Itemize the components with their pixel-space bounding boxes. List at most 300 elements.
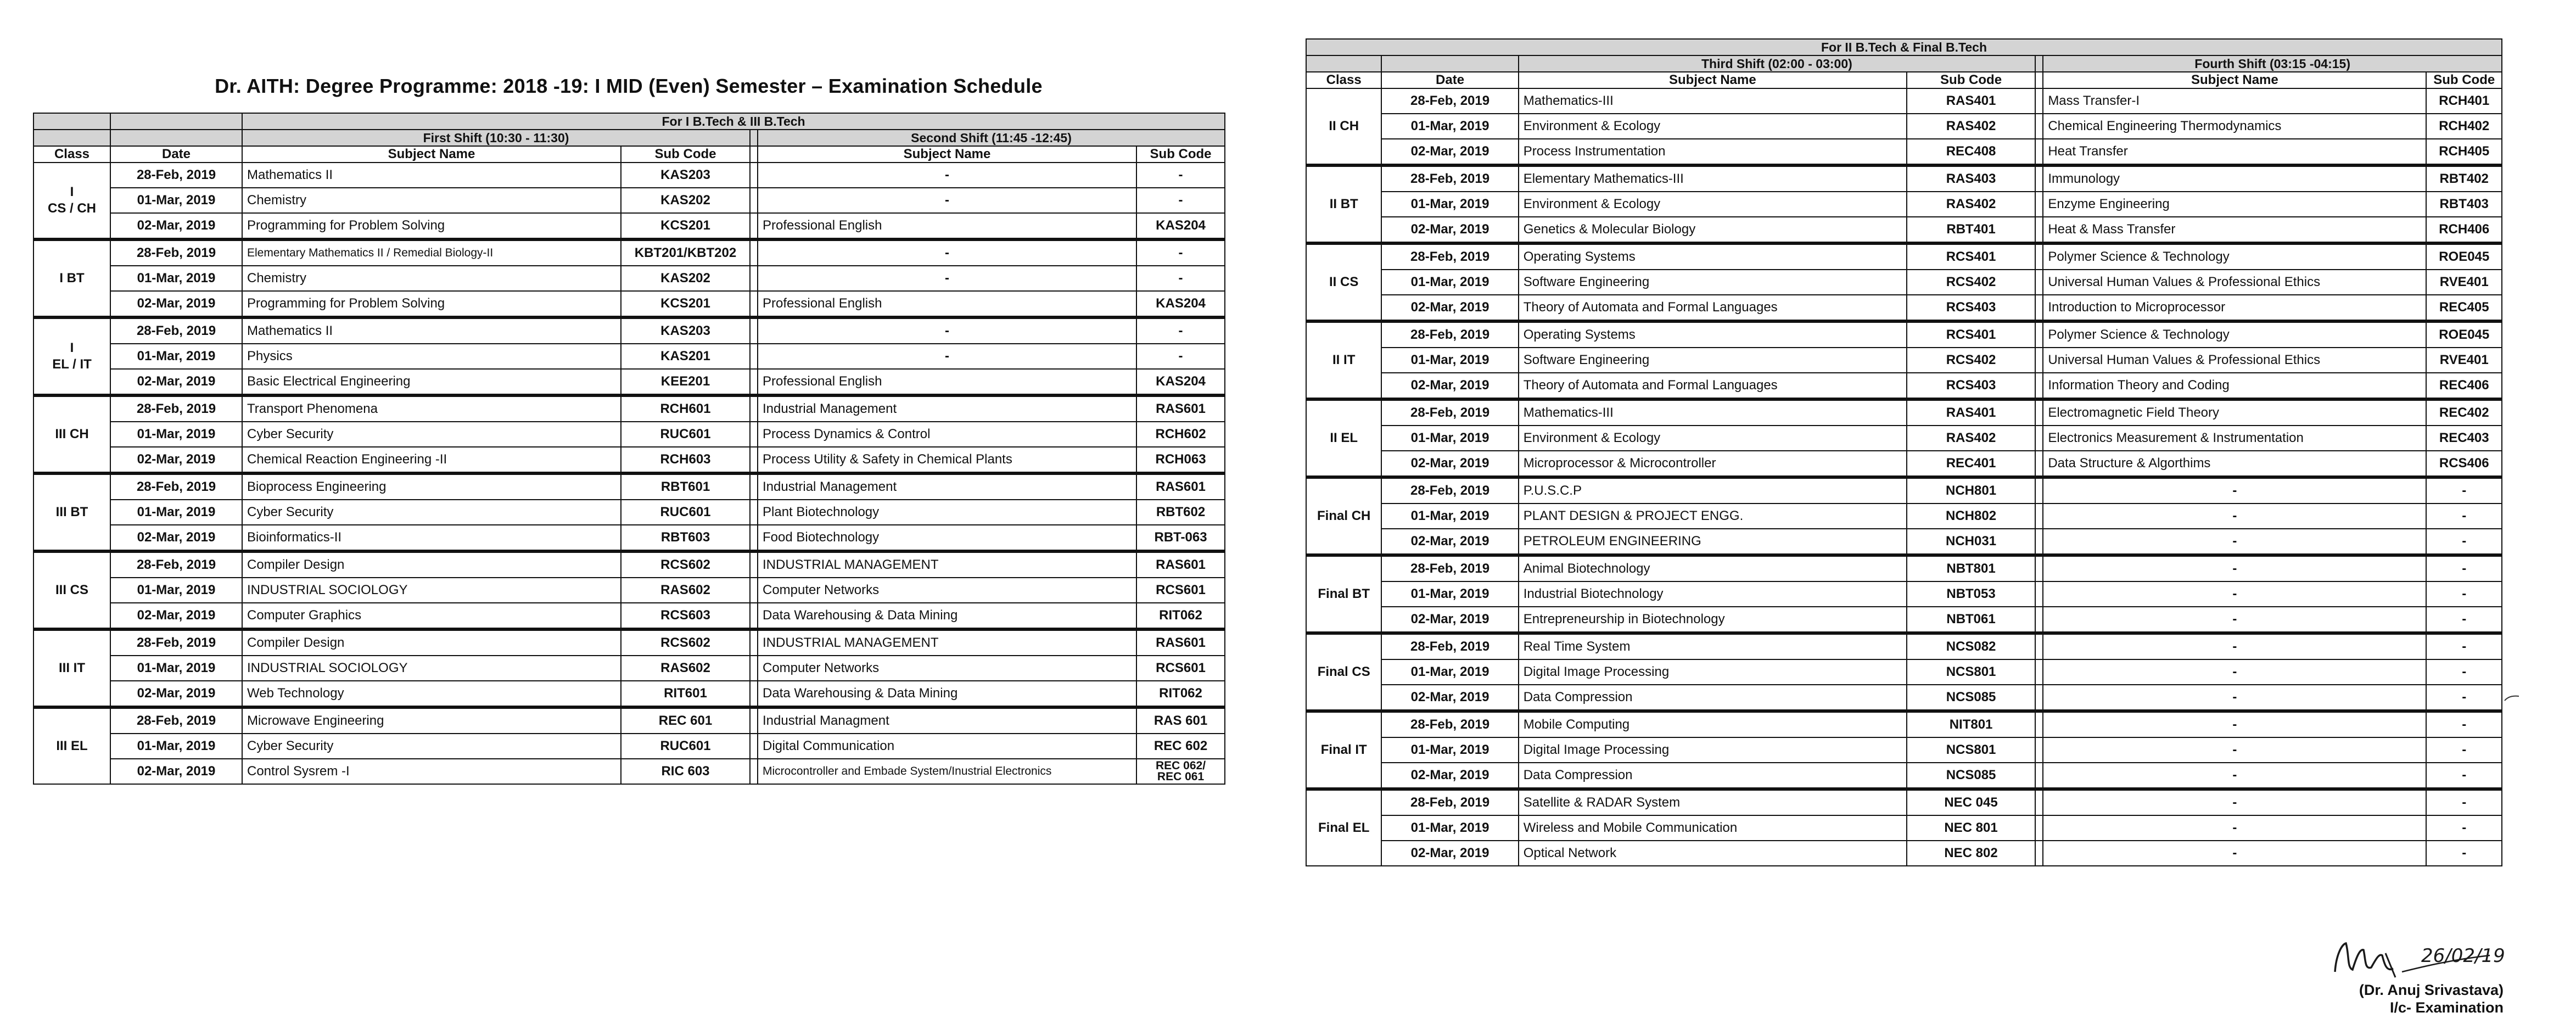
subject-cell: Data Compression [1519,685,1907,711]
date-cell: 28-Feb, 2019 [1381,165,1518,192]
subject-cell-2: Electromagnetic Field Theory [2043,399,2426,426]
table-row [1306,139,2502,165]
spacer-cell [2035,789,2043,815]
spacer-cell [750,395,758,422]
table-row [33,525,1225,551]
sub-code-cell: KAS203 [621,163,750,188]
schedule-table-right [1306,38,2502,866]
table-row [33,759,1225,784]
sub-code-cell-2: KAS204 [1136,213,1225,239]
page-title: Dr. AITH: Degree Programme: 2018 -19: I MID (Even) Semester – Examination Schedule [215,75,1043,97]
sub-code-cell: NEC 801 [1907,815,2035,841]
sub-code-cell: NCH801 [1907,477,2035,503]
shift-2-label: Second Shift (11:45 -12:45) [758,130,1225,146]
spacer-cell [2035,399,2043,426]
sub-code-cell: KCS201 [621,213,750,239]
subject-cell: Microwave Engineering [242,707,621,734]
col-subject-name-2: Subject Name [758,146,1136,163]
class-cell: III EL [33,707,110,784]
spacer-cell [2035,165,2043,192]
spacer-cell [2035,815,2043,841]
spacer-cell [2035,217,2043,243]
subject-cell: Animal Biotechnology [1519,555,1907,581]
class-cell: III BT [33,473,110,551]
sub-code-cell-2: RCS406 [2426,451,2502,477]
spacer-cell [2035,659,2043,685]
sub-code-cell: REC401 [1907,451,2035,477]
table-row [33,656,1225,681]
date-cell: 01-Mar, 2019 [1381,503,1518,529]
subject-cell-2: Computer Networks [758,656,1136,681]
sub-code-cell: RAS402 [1907,192,2035,217]
spacer-cell [2035,192,2043,217]
col-date: Date [1381,72,1518,88]
schedule-body-left [33,163,1225,784]
date-cell: 02-Mar, 2019 [1381,763,1518,789]
date-cell: 02-Mar, 2019 [110,681,242,707]
sub-code-cell-2: RCS601 [1136,578,1225,603]
sub-code-cell-2: RAS601 [1136,551,1225,578]
table-row [33,163,1225,188]
spacer-cell [2035,607,2043,633]
table-row [1306,737,2502,763]
sub-code-cell-2: RBT402 [2426,165,2502,192]
subject-cell-2: Industrial Management [758,395,1136,422]
date-cell: 01-Mar, 2019 [110,344,242,369]
spacer-cell [2035,243,2043,270]
subject-cell: Cyber Security [242,500,621,525]
table-row [1306,503,2502,529]
subject-cell: Optical Network [1519,841,1907,866]
date-cell: 28-Feb, 2019 [1381,477,1518,503]
date-cell: 02-Mar, 2019 [1381,295,1518,321]
sub-code-cell: RAS402 [1907,426,2035,451]
subject-cell: Web Technology [242,681,621,707]
subject-cell-2: - [2043,763,2426,789]
spacer-cell [750,291,758,317]
subject-cell-2: Process Dynamics & Control [758,422,1136,447]
table-row [1306,659,2502,685]
table-row [33,188,1225,213]
sub-code-cell-2: - [2426,685,2502,711]
spacer-cell [2035,139,2043,165]
sub-code-cell-2: - [1136,266,1225,291]
subject-cell: Environment & Ecology [1519,192,1907,217]
spacer-cell [2035,270,2043,295]
signatory-name: (Dr. Anuj Srivastava) [2359,982,2504,998]
sub-code-cell-2: RCH405 [2426,139,2502,165]
subject-cell: Chemistry [242,188,621,213]
schedule-third-fourth-shift [1306,38,2502,866]
schedule-first-second-shift [33,113,1224,785]
sub-code-cell-2: - [2426,763,2502,789]
subject-cell-2: Computer Networks [758,578,1136,603]
subject-cell-2: - [2043,633,2426,659]
class-cell: III IT [33,629,110,707]
date-cell: 02-Mar, 2019 [1381,685,1518,711]
table-row [33,551,1225,578]
subject-cell-2: Electronics Measurement & Instrumentation [2043,426,2426,451]
subject-cell-2: Process Utility & Safety in Chemical Plants [758,447,1136,473]
date-cell: 02-Mar, 2019 [110,369,242,395]
subject-cell-2: - [2043,711,2426,737]
sub-code-cell: KEE201 [621,369,750,395]
class-cell: Final BT [1306,555,1381,633]
sub-code-cell: RCS401 [1907,321,2035,348]
sub-code-cell-2: REC 062/ REC 061 [1136,759,1225,784]
sub-code-cell: RCS602 [621,551,750,578]
sub-code-cell: NCS801 [1907,659,2035,685]
date-cell: 01-Mar, 2019 [110,266,242,291]
sub-code-cell-2: RCH402 [2426,114,2502,139]
subject-cell: Chemical Reaction Engineering -II [242,447,621,473]
subject-cell: Basic Electrical Engineering [242,369,621,395]
subject-cell-2: - [2043,503,2426,529]
date-cell: 28-Feb, 2019 [110,629,242,656]
table-row [33,500,1225,525]
spacer-cell [750,656,758,681]
subject-cell-2: Industrial Managment [758,707,1136,734]
sub-code-cell: NCS085 [1907,685,2035,711]
date-cell: 01-Mar, 2019 [110,422,242,447]
subject-cell: Programming for Problem Solving [242,291,621,317]
sub-code-cell-2: RAS601 [1136,473,1225,500]
subject-cell: Genetics & Molecular Biology [1519,217,1907,243]
signatory-role: I/c- Examination [2389,999,2504,1016]
subject-cell-2: Heat & Mass Transfer [2043,217,2426,243]
sub-code-cell: NBT053 [1907,581,2035,607]
subject-cell: Operating Systems [1519,243,1907,270]
sub-code-cell-2: RBT602 [1136,500,1225,525]
subject-cell: Compiler Design [242,629,621,656]
sub-code-cell-2: RCS601 [1136,656,1225,681]
class-cell: Final IT [1306,711,1381,789]
subject-cell: INDUSTRIAL SOCIOLOGY [242,578,621,603]
subject-cell: Mobile Computing [1519,711,1907,737]
spacer-cell [2035,763,2043,789]
date-cell: 01-Mar, 2019 [1381,581,1518,607]
subject-cell-2: Polymer Science & Technology [2043,321,2426,348]
subject-cell-2: Data Warehousing & Data Mining [758,603,1136,629]
spacer-cell [2035,581,2043,607]
sub-code-cell: RIC 603 [621,759,750,784]
date-cell: 28-Feb, 2019 [1381,321,1518,348]
spacer-cell [750,344,758,369]
subject-cell: Mathematics II [242,317,621,344]
spacer-cell [2035,477,2043,503]
subject-cell: Data Compression [1519,763,1907,789]
sub-code-cell-2: - [1136,239,1225,266]
sub-code-cell-2: KAS204 [1136,369,1225,395]
table-row [1306,529,2502,555]
class-cell: I BT [33,239,110,317]
spacer-cell [2035,451,2043,477]
spacer-cell [2035,503,2043,529]
date-cell: 01-Mar, 2019 [1381,426,1518,451]
subject-cell: Computer Graphics [242,603,621,629]
spacer-cell [750,266,758,291]
class-cell: I EL / IT [33,317,110,395]
handwritten-date: 26/02/19 [2421,945,2505,967]
sub-code-cell-2: RVE401 [2426,270,2502,295]
table-row [33,213,1225,239]
sub-code-cell: RUC601 [621,500,750,525]
sub-code-cell: RAS403 [1907,165,2035,192]
sub-code-cell: KBT201/KBT202 [621,239,750,266]
col-date: Date [110,146,242,163]
sub-code-cell-2: - [1136,344,1225,369]
sub-code-cell-2: - [1136,188,1225,213]
subject-cell: Theory of Automata and Formal Languages [1519,373,1907,399]
spacer-cell [750,734,758,759]
table-row [1306,243,2502,270]
table-row [33,344,1225,369]
date-cell: 01-Mar, 2019 [1381,659,1518,685]
date-cell: 02-Mar, 2019 [110,447,242,473]
class-cell: III CS [33,551,110,629]
spacer-cell [750,447,758,473]
date-cell: 01-Mar, 2019 [110,500,242,525]
sub-code-cell: RAS401 [1907,399,2035,426]
sub-code-cell: NIT801 [1907,711,2035,737]
subject-cell-2: - [2043,659,2426,685]
class-cell: Final EL [1306,789,1381,866]
date-cell: 01-Mar, 2019 [1381,737,1518,763]
subject-cell-2: - [758,163,1136,188]
col-subject-name: Subject Name [1519,72,1907,88]
subject-cell: Satellite & RADAR System [1519,789,1907,815]
table-row [33,603,1225,629]
sub-code-cell-2: - [2426,737,2502,763]
sub-code-cell: KAS202 [621,266,750,291]
spacer-cell [750,500,758,525]
spacer-cell [750,213,758,239]
pen-mark-icon [2504,693,2520,704]
sub-code-cell-2: RCH406 [2426,217,2502,243]
spacer-cell [750,369,758,395]
subject-cell-2: Information Theory and Coding [2043,373,2426,399]
subject-cell-2: Polymer Science & Technology [2043,243,2426,270]
subject-cell: PLANT DESIGN & PROJECT ENGG. [1519,503,1907,529]
subject-cell: Mathematics-III [1519,399,1907,426]
spacer-cell [750,707,758,734]
shift-1-label: First Shift (10:30 - 11:30) [242,130,750,146]
date-cell: 01-Mar, 2019 [1381,192,1518,217]
sub-code-cell: NCH031 [1907,529,2035,555]
band-label: For II B.Tech & Final B.Tech [1306,39,2502,55]
sub-code-cell: NCH802 [1907,503,2035,529]
spacer-cell [750,317,758,344]
schedule-table-left [33,113,1225,785]
table-row [1306,270,2502,295]
sub-code-cell-2: ROE045 [2426,243,2502,270]
col-sub-code: Sub Code [621,146,750,163]
date-cell: 28-Feb, 2019 [110,551,242,578]
sub-code-cell: NCS801 [1907,737,2035,763]
sub-code-cell: RCS603 [621,603,750,629]
date-cell: 02-Mar, 2019 [110,603,242,629]
date-cell: 01-Mar, 2019 [110,188,242,213]
schedule-body-right [1306,88,2502,866]
subject-cell-2: Data Structure & Algorthims [2043,451,2426,477]
sub-code-cell: RUC601 [621,734,750,759]
date-cell: 28-Feb, 2019 [1381,399,1518,426]
subject-cell: Industrial Biotechnology [1519,581,1907,607]
table-row [1306,841,2502,866]
sub-code-cell-2: - [2426,659,2502,685]
table-row [1306,88,2502,114]
date-cell: 01-Mar, 2019 [110,656,242,681]
date-cell: 02-Mar, 2019 [1381,451,1518,477]
subject-cell: Elementary Mathematics-III [1519,165,1907,192]
subject-cell: Control Sysrem -I [242,759,621,784]
date-cell: 01-Mar, 2019 [1381,348,1518,373]
sub-code-cell: RIT601 [621,681,750,707]
sub-code-cell: KAS201 [621,344,750,369]
sub-code-cell: RBT603 [621,525,750,551]
class-cell: II BT [1306,165,1381,243]
subject-cell-2: - [2043,581,2426,607]
sub-code-cell-2: RIT062 [1136,603,1225,629]
col-subject-name: Subject Name [242,146,621,163]
subject-cell: Bioinformatics-II [242,525,621,551]
subject-cell-2: Universal Human Values & Professional Ethics [2043,270,2426,295]
spacer-cell [2035,711,2043,737]
subject-cell: Physics [242,344,621,369]
table-row [33,734,1225,759]
table-row [1306,607,2502,633]
table-row [33,578,1225,603]
sub-code-cell-2: RBT403 [2426,192,2502,217]
band-label: For I B.Tech & III B.Tech [242,113,1225,130]
spacer-cell [2035,685,2043,711]
shift-3-label: Third Shift (02:00 - 03:00) [1519,55,2035,72]
date-cell: 28-Feb, 2019 [1381,789,1518,815]
subject-cell-2: - [2043,685,2426,711]
table-row [1306,581,2502,607]
subject-cell: Environment & Ecology [1519,426,1907,451]
subject-cell-2: - [2043,477,2426,503]
subject-cell-2: - [2043,815,2426,841]
subject-cell: Real Time System [1519,633,1907,659]
spacer-cell [750,681,758,707]
sub-code-cell: RAS401 [1907,88,2035,114]
table-row [33,681,1225,707]
subject-cell: Elementary Mathematics II / Remedial Biology-II [242,239,621,266]
sub-code-cell-2: - [2426,789,2502,815]
date-cell: 02-Mar, 2019 [110,213,242,239]
sub-code-cell-2: REC405 [2426,295,2502,321]
subject-cell: Cyber Security [242,422,621,447]
table-row [1306,685,2502,711]
spacer-cell [2035,841,2043,866]
subject-cell-2: - [2043,737,2426,763]
date-cell: 01-Mar, 2019 [110,734,242,759]
table-row [1306,711,2502,737]
table-row [1306,348,2502,373]
subject-cell: Digital Image Processing [1519,659,1907,685]
date-cell: 02-Mar, 2019 [110,525,242,551]
sub-code-cell: RCS401 [1907,243,2035,270]
col-sub-code-2: Sub Code [1136,146,1225,163]
sub-code-cell: REC408 [1907,139,2035,165]
subject-cell: Chemistry [242,266,621,291]
col-class: Class [33,146,110,163]
sub-code-cell-2: RCH602 [1136,422,1225,447]
table-row [1306,477,2502,503]
subject-cell-2: - [2043,529,2426,555]
subject-cell: Software Engineering [1519,270,1907,295]
sub-code-cell: NEC 802 [1907,841,2035,866]
date-cell: 02-Mar, 2019 [110,759,242,784]
table-row [1306,321,2502,348]
spacer-cell [2035,114,2043,139]
date-cell: 28-Feb, 2019 [1381,711,1518,737]
sub-code-cell: RAS602 [621,656,750,681]
sub-code-cell-2: - [2426,815,2502,841]
class-cell: II IT [1306,321,1381,399]
subject-cell: Digital Image Processing [1519,737,1907,763]
sub-code-cell: RBT601 [621,473,750,500]
table-row [1306,815,2502,841]
subject-cell: Software Engineering [1519,348,1907,373]
table-row [33,239,1225,266]
sub-code-cell-2: - [2426,581,2502,607]
spacer-cell [750,188,758,213]
subject-cell-2: Digital Communication [758,734,1136,759]
table-row [1306,295,2502,321]
subject-cell-2: Industrial Management [758,473,1136,500]
sub-code-cell-2: ROE045 [2426,321,2502,348]
date-cell: 01-Mar, 2019 [1381,815,1518,841]
date-cell: 28-Feb, 2019 [1381,243,1518,270]
date-cell: 28-Feb, 2019 [1381,633,1518,659]
spacer-cell [750,163,758,188]
sub-code-cell-2: - [2426,841,2502,866]
sub-code-cell: RAS402 [1907,114,2035,139]
sub-code-cell: KCS201 [621,291,750,317]
table-row [1306,633,2502,659]
subject-cell-2: Professional English [758,369,1136,395]
subject-cell-2: Heat Transfer [2043,139,2426,165]
col-sub-code: Sub Code [1907,72,2035,88]
sub-code-cell-2: RVE401 [2426,348,2502,373]
subject-cell-2: Mass Transfer-I [2043,88,2426,114]
sub-code-cell-2: - [2426,477,2502,503]
subject-cell: INDUSTRIAL SOCIOLOGY [242,656,621,681]
subject-cell: Programming for Problem Solving [242,213,621,239]
col-subject-name-2: Subject Name [2043,72,2426,88]
shift-4-label: Fourth Shift (03:15 -04:15) [2043,55,2502,72]
subject-cell: Operating Systems [1519,321,1907,348]
subject-cell: Theory of Automata and Formal Languages [1519,295,1907,321]
sub-code-cell: RCS403 [1907,373,2035,399]
spacer-cell [750,551,758,578]
signature-block [2311,933,2520,1016]
sub-code-cell: NEC 045 [1907,789,2035,815]
spacer-cell [2035,555,2043,581]
sub-code-cell: NBT801 [1907,555,2035,581]
class-cell: Final CS [1306,633,1381,711]
sub-code-cell-2: REC403 [2426,426,2502,451]
subject-cell: Process Instrumentation [1519,139,1907,165]
class-cell: II CH [1306,88,1381,165]
sub-code-cell-2: RCH063 [1136,447,1225,473]
subject-cell-2: - [2043,555,2426,581]
sub-code-cell: REC 601 [621,707,750,734]
subject-cell-2: - [758,344,1136,369]
subject-cell: Wireless and Mobile Communication [1519,815,1907,841]
